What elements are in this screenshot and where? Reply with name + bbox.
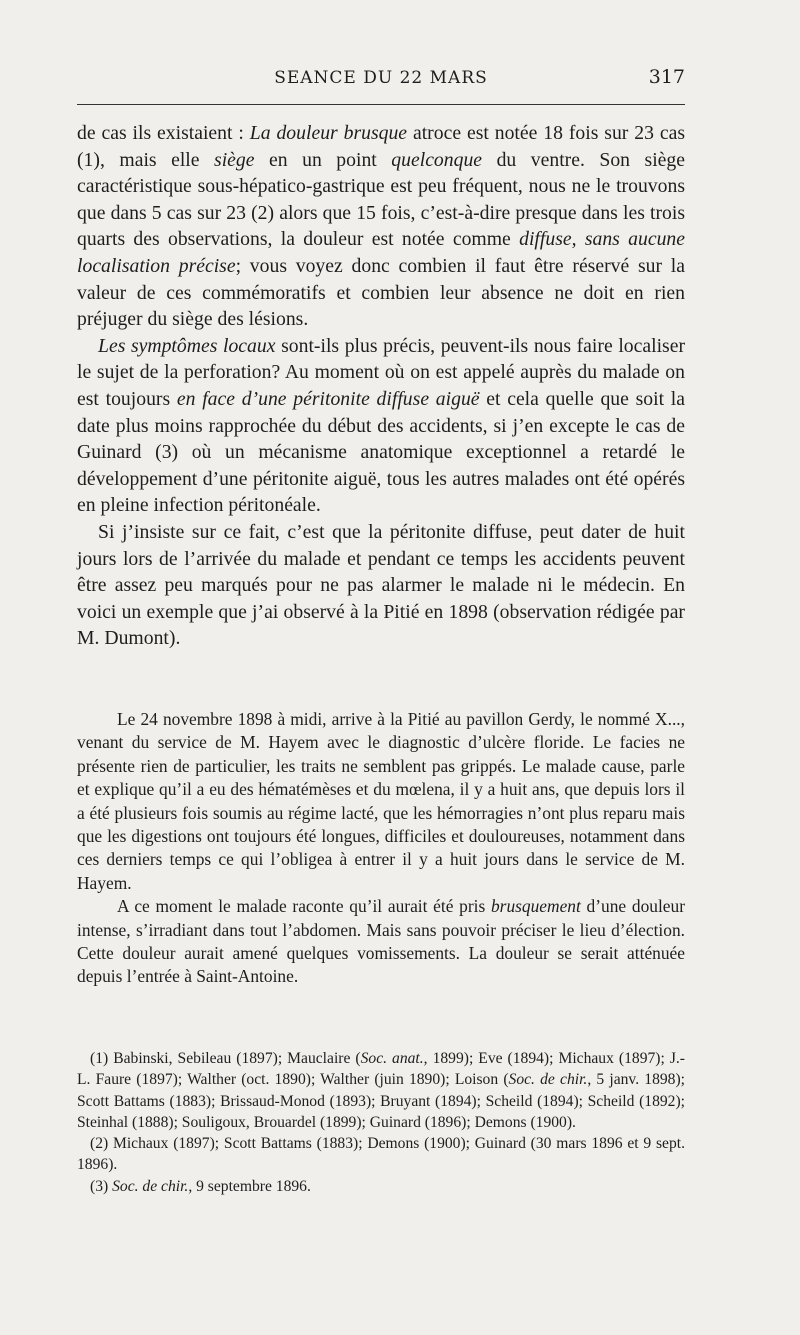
italic-run: La douleur brusque <box>249 122 408 144</box>
text-run: , 1899); Eve (1894); Michaux (1897); J.-L. Faure (1897); Walther (oct. 1890); Walther (juin 1890); Loison ( <box>77 1050 685 1089</box>
italic-run: en face d’une péritonite diffuse aiguë <box>176 387 480 410</box>
text-run: atroce est notée 18 fois sur 23 cas (1), mais elle <box>77 122 685 171</box>
text-run: de cas ils existaient : <box>77 122 250 144</box>
italic-run: siège <box>214 148 255 171</box>
text-run: (1) Babinski, Sebileau (1897); Mauclaire ( <box>90 1050 361 1067</box>
header-rule <box>77 104 685 105</box>
observation-paragraph-1: Le 24 novembre 1898 à midi, arrive à la Pitié au pavillon Gerdy, le nommé X..., venant du service de M. Hayem avec le diagnostic d’ulcère floride. Le facies ne présente rien de particulier, les traits ne semblent pas grippés. Le malade cause, parle et explique qu’il a eu des hématémèses et du mœlena, il y a huit ans, que depuis lors il a été plusieurs fois soumis au régime lacté, que les hémorragies n’ont plus reparu mais que les digestions ont toujours été longues, difficiles et douloureuses, notamment dans ces derniers temps ce qui l’obligea à entrer il y a huit jours dans le service de M. Hayem. <box>77 709 685 893</box>
italic-run: brusquement <box>490 896 581 917</box>
italic-run: Soc. de chir. <box>508 1071 588 1089</box>
text-run: et cela quelle que soit la date plus moins rapprochée du début des accidents, si j’en excepte le cas de Guinard (3) où un mécanisme anatomique exceptionnel a retardé le développement d’une péritonite aiguë, tous les autres malades ont été opérés en pleine infection péritonéale. <box>77 387 686 517</box>
text-run: sont-ils plus précis, peuvent-ils nous faire localiser le sujet de la perforation? Au moment où on est appelé auprès du malade on est toujours <box>77 334 685 410</box>
text-run: ; vous voyez donc combien il faut être réservé sur la valeur de ces commémoratifs et combien leur absence ne doit en rien préjuger du siège des lésions. <box>77 254 685 331</box>
paragraph-1 <box>77 120 685 333</box>
page-header <box>77 66 685 96</box>
paragraph-2 <box>77 333 685 519</box>
text-run: , 5 janv. 1898); Scott Battams (1883); Brissaud-Monod (1893); Bruyant (1894); Scheild (1894); Scheild (1892); Steinhal (1888); Souligoux, Brouardel (1899); Guinard (1896); Demons (1900). <box>77 1071 685 1131</box>
text-run: d’une douleur intense, s’irradiant dans tout l’abdomen. Mais sans pouvoir préciser le lieu d’élection. Cette douleur aurait amené quelques vomissements. La douleur se serait atténuée depuis l’entrée à Saint-Antoine. <box>77 896 685 987</box>
italic-run: diffuse, sans aucune localisation précise <box>77 228 685 277</box>
observation-text <box>77 708 685 989</box>
footnotes <box>77 1048 685 1197</box>
text-run: (3) <box>90 1177 113 1195</box>
running-title: SEANCE DU 22 MARS <box>274 68 488 88</box>
text-run: A ce moment le malade raconte qu’il aurait été pris <box>117 896 491 917</box>
text-run: , 9 septembre 1896. <box>188 1177 311 1195</box>
main-text <box>77 120 685 652</box>
text-run: en un point <box>254 148 392 171</box>
observation-paragraph-2 <box>77 895 685 989</box>
italic-run: Soc. anat. <box>360 1050 424 1067</box>
italic-run: Les symptômes locaux <box>98 334 276 357</box>
page-number: 317 <box>648 66 685 88</box>
text-run: du ventre. Son siège caractéristique sous-hépatico-gastrique est peu fréquent, nous ne le trouvons que dans 5 cas sur 23 (2) alors que 15 fois, c’est-à-dire presque dans les trois quarts des observations, la douleur est notée comme <box>77 148 685 251</box>
italic-run: Soc. de chir. <box>112 1177 189 1195</box>
italic-run: quelconque <box>391 148 483 171</box>
paragraph-3: Si j’insiste sur ce fait, c’est que la péritonite diffuse, peut dater de huit jours lors de l’arrivée du malade et pendant ce temps les accidents peuvent être assez peu marqués pour ne pas alarmer le malade ni le médecin. En voici un exemple que j’ai observé à la Pitié en 1898 (observation rédigée par M. Dumont). <box>77 520 685 650</box>
footnote-2: (2) Michaux (1897); Scott Battams (1883); Demons (1900); Guinard (30 mars 1896 et 9 sept. 1896). <box>77 1135 685 1174</box>
footnote-3 <box>77 1176 685 1197</box>
footnote-1 <box>77 1048 685 1133</box>
